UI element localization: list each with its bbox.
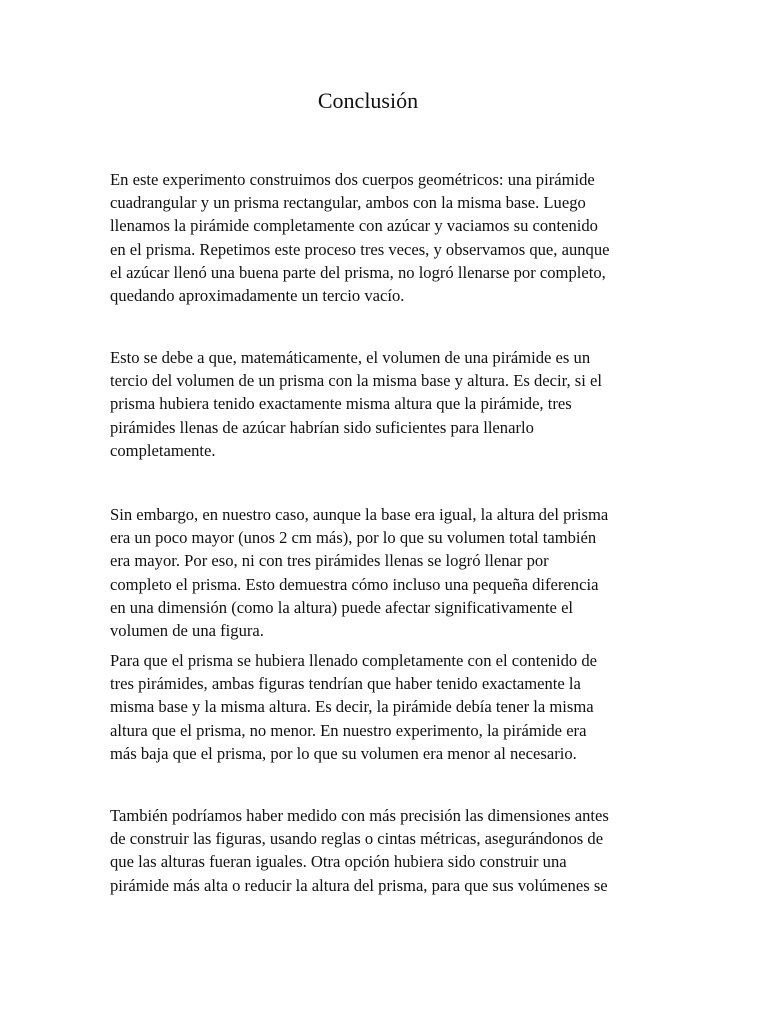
paragraph-line: era un poco mayor (unos 2 cm más), por lo que su volumen total también bbox=[110, 528, 597, 548]
paragraph-line: pirámides llenas de azúcar habrían sido suficientes para llenarlo bbox=[110, 417, 534, 437]
page-title: Conclusión bbox=[317, 88, 419, 113]
paragraph-line: en una dimensión (como la altura) puede afectar significativamente el bbox=[110, 597, 574, 617]
paragraph-2 bbox=[110, 346, 658, 462]
paragraph-line: Sin embargo, en nuestro caso, aunque la base era igual, la altura del prisma bbox=[110, 505, 609, 524]
paragraph-line: prisma hubiera tenido exactamente misma altura que la pirámide, tres bbox=[110, 394, 572, 414]
paragraph-line: en el prisma. Repetimos este proceso tres veces, y observamos que, aunque bbox=[110, 239, 610, 259]
paragraph-line: quedando aproximadamente un tercio vacío. bbox=[110, 286, 405, 306]
paragraph-line: Para que el prisma se hubiera llenado completamente con el contenido de bbox=[110, 651, 598, 670]
paragraph-line: completo el prisma. Esto demuestra cómo incluso una pequeña diferencia bbox=[110, 574, 599, 594]
paragraph-line: completamente. bbox=[110, 440, 216, 460]
paragraph-line: tercio del volumen de un prisma con la misma base y altura. Es decir, si el bbox=[110, 371, 602, 391]
paragraph-line: llenamos la pirámide completamente con azúcar y vaciamos su contenido bbox=[110, 216, 598, 236]
paragraph-3 bbox=[110, 503, 658, 642]
paragraph-line: el azúcar llenó una buena parte del prisma, no logró llenarse por completo, bbox=[110, 262, 606, 282]
paragraph-line: Esto se debe a que, matemáticamente, el volumen de una pirámide es un bbox=[110, 348, 591, 367]
paragraph-line: altura que el prisma, no menor. En nuestro experimento, la pirámide era bbox=[110, 720, 587, 740]
paragraph-line: de construir las figuras, usando reglas o cintas métricas, asegurándonos de bbox=[110, 829, 604, 849]
paragraph-line: tres pirámides, ambas figuras tendrían que haber tenido exactamente la bbox=[110, 674, 581, 694]
paragraph-line: era mayor. Por eso, ni con tres pirámides llenas se logró llenar por bbox=[110, 551, 549, 571]
paragraph-4 bbox=[110, 649, 658, 765]
paragraph-line: más baja que el prisma, por lo que su volumen era menor al necesario. bbox=[110, 743, 577, 763]
paragraph-5 bbox=[110, 804, 658, 897]
paragraph-line: que las alturas fueran iguales. Otra opción hubiera sido construir una bbox=[110, 852, 567, 872]
paragraph-line: En este experimento construimos dos cuerpos geométricos: una pirámide bbox=[110, 170, 595, 189]
paragraph-line: También podríamos haber medido con más precisión las dimensiones antes bbox=[110, 806, 609, 825]
paragraph-line: volumen de una figura. bbox=[110, 621, 264, 641]
paragraph-line: cuadrangular y un prisma rectangular, ambos con la misma base. Luego bbox=[110, 193, 586, 213]
paragraph-1 bbox=[110, 168, 658, 307]
paragraph-line: pirámide más alta o reducir la altura del prisma, para que sus volúmenes se bbox=[110, 875, 608, 895]
paragraph-line: misma base y la misma altura. Es decir, la pirámide debía tener la misma bbox=[110, 697, 594, 717]
